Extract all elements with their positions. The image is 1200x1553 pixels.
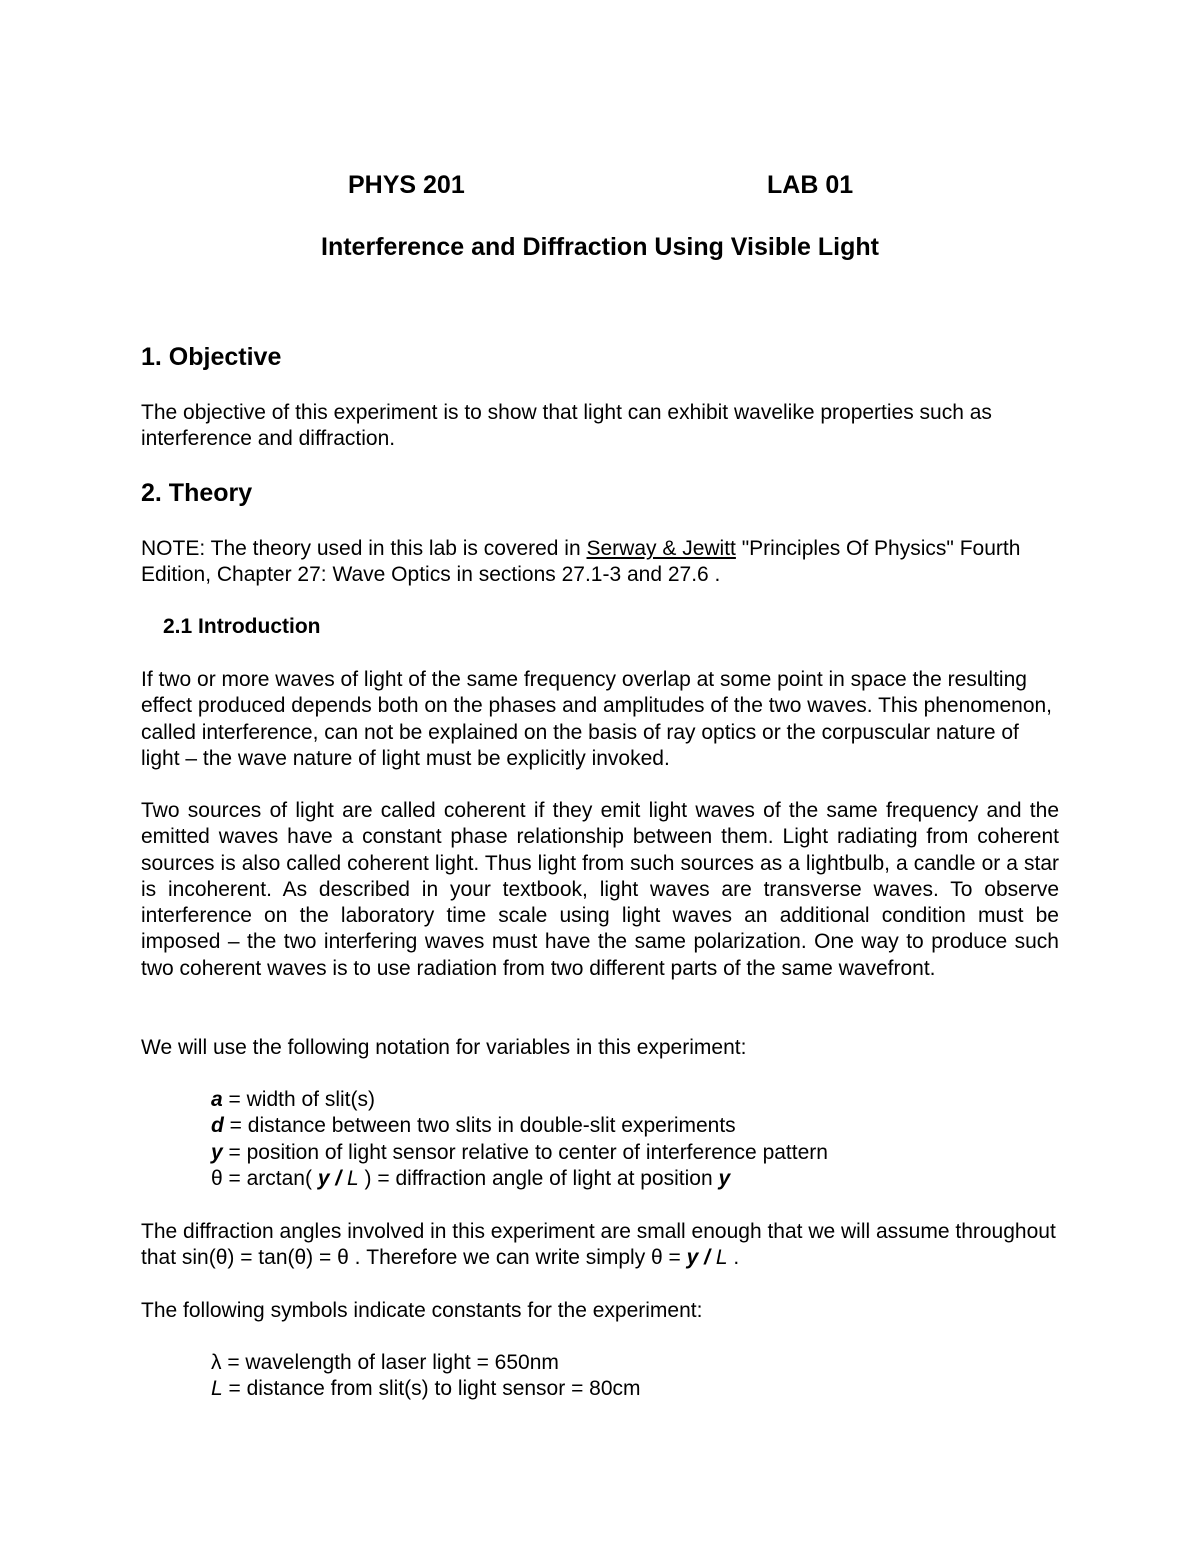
introduction-heading: 2.1 Introduction xyxy=(163,615,321,638)
variable-list xyxy=(211,1087,828,1192)
constants-intro: The following symbols indicate constants for the experiment: xyxy=(141,1299,703,1322)
textbook-authors: Serway & Jewitt xyxy=(586,537,736,560)
list-item xyxy=(211,1087,828,1113)
list-item xyxy=(211,1350,641,1376)
small-angle-paragraph xyxy=(141,1219,1059,1272)
theta-y: y xyxy=(317,1166,330,1190)
theta-y2: y xyxy=(718,1166,731,1190)
constant-symbol: λ xyxy=(211,1351,222,1374)
theta-slash: / xyxy=(329,1166,348,1190)
objective-text: The objective of this experiment is to show that light can exhibit wavelike properties such as interference and diffraction. xyxy=(141,401,992,451)
variable-symbol: d xyxy=(211,1114,224,1138)
list-item xyxy=(211,1376,641,1402)
theta-prefix: θ = arctan( xyxy=(211,1166,318,1190)
theory-note-suffix: "Principles Of Physics" Fourth Edition, Chapter 27: Wave Optics in sections 27.1-3 and 27.6 . xyxy=(141,537,1021,587)
constant-symbol: L xyxy=(211,1377,223,1401)
small-angle-y: y xyxy=(686,1246,699,1270)
theory-heading: 2. Theory xyxy=(141,479,253,507)
intro-paragraph-2: Two sources of light are called coherent if they emit light waves of the same frequency and the emitted waves have a constant phase relationship between them. Light radiating from coherent sources is also called coherent light. Thus light from such sources as a lightbulb, a candle or a star is incoherent. As described in your textbook, light waves are transverse waves. To observe interference on the laboratory time scale using light waves an additional condition must be imposed – the two interfering waves must have the same polarization. One way to produce such two coherent waves is to use radiation from two different parts of the same wavefront. xyxy=(141,799,1059,980)
theory-note-prefix: NOTE: The theory used in this lab is covered in xyxy=(141,537,587,560)
intro-paragraph-1: If two or more waves of light of the same frequency overlap at some point in space the resulting effect produced depends both on the phases and amplitudes of the two waves. This phenomenon, called interference, can not be explained on the basis of ray optics or the corpuscular nature of light – the wave nature of light must be explicitly invoked. xyxy=(141,668,1053,770)
constants-list xyxy=(211,1350,641,1403)
list-item xyxy=(211,1166,828,1192)
variable-symbol: y xyxy=(211,1140,223,1164)
constant-definition: = distance from slit(s) to light sensor = 80cm xyxy=(222,1377,641,1401)
course-code: PHYS 201 xyxy=(348,171,465,199)
small-angle-end: . xyxy=(727,1246,740,1270)
objective-heading: 1. Objective xyxy=(141,343,282,371)
small-angle-slash: / xyxy=(698,1246,716,1270)
small-angle-text: The diffraction angles involved in this experiment are small enough that we will assume throughout that sin(θ) = tan(θ) = θ . Therefore we can write simply θ = xyxy=(141,1220,1056,1270)
small-angle-L: L xyxy=(715,1246,728,1270)
notation-intro: We will use the following notation for variables in this experiment: xyxy=(141,1036,747,1059)
constant-definition: = wavelength of laser light = 650nm xyxy=(221,1351,559,1374)
variable-definition: = position of light sensor relative to center of interference pattern xyxy=(222,1140,828,1164)
lab-number: LAB 01 xyxy=(767,171,854,199)
variable-symbol: a xyxy=(211,1088,223,1111)
theta-post: ) = diffraction angle of light at position xyxy=(358,1166,719,1190)
list-item xyxy=(211,1140,828,1166)
theta-L: L xyxy=(347,1166,359,1190)
variable-definition: = distance between two slits in double-slit experiments xyxy=(223,1114,736,1138)
document-title: Interference and Diffraction Using Visible Light xyxy=(321,233,879,261)
list-item xyxy=(211,1113,828,1139)
theory-note xyxy=(141,536,1071,589)
variable-definition: = width of slit(s) xyxy=(222,1088,375,1111)
